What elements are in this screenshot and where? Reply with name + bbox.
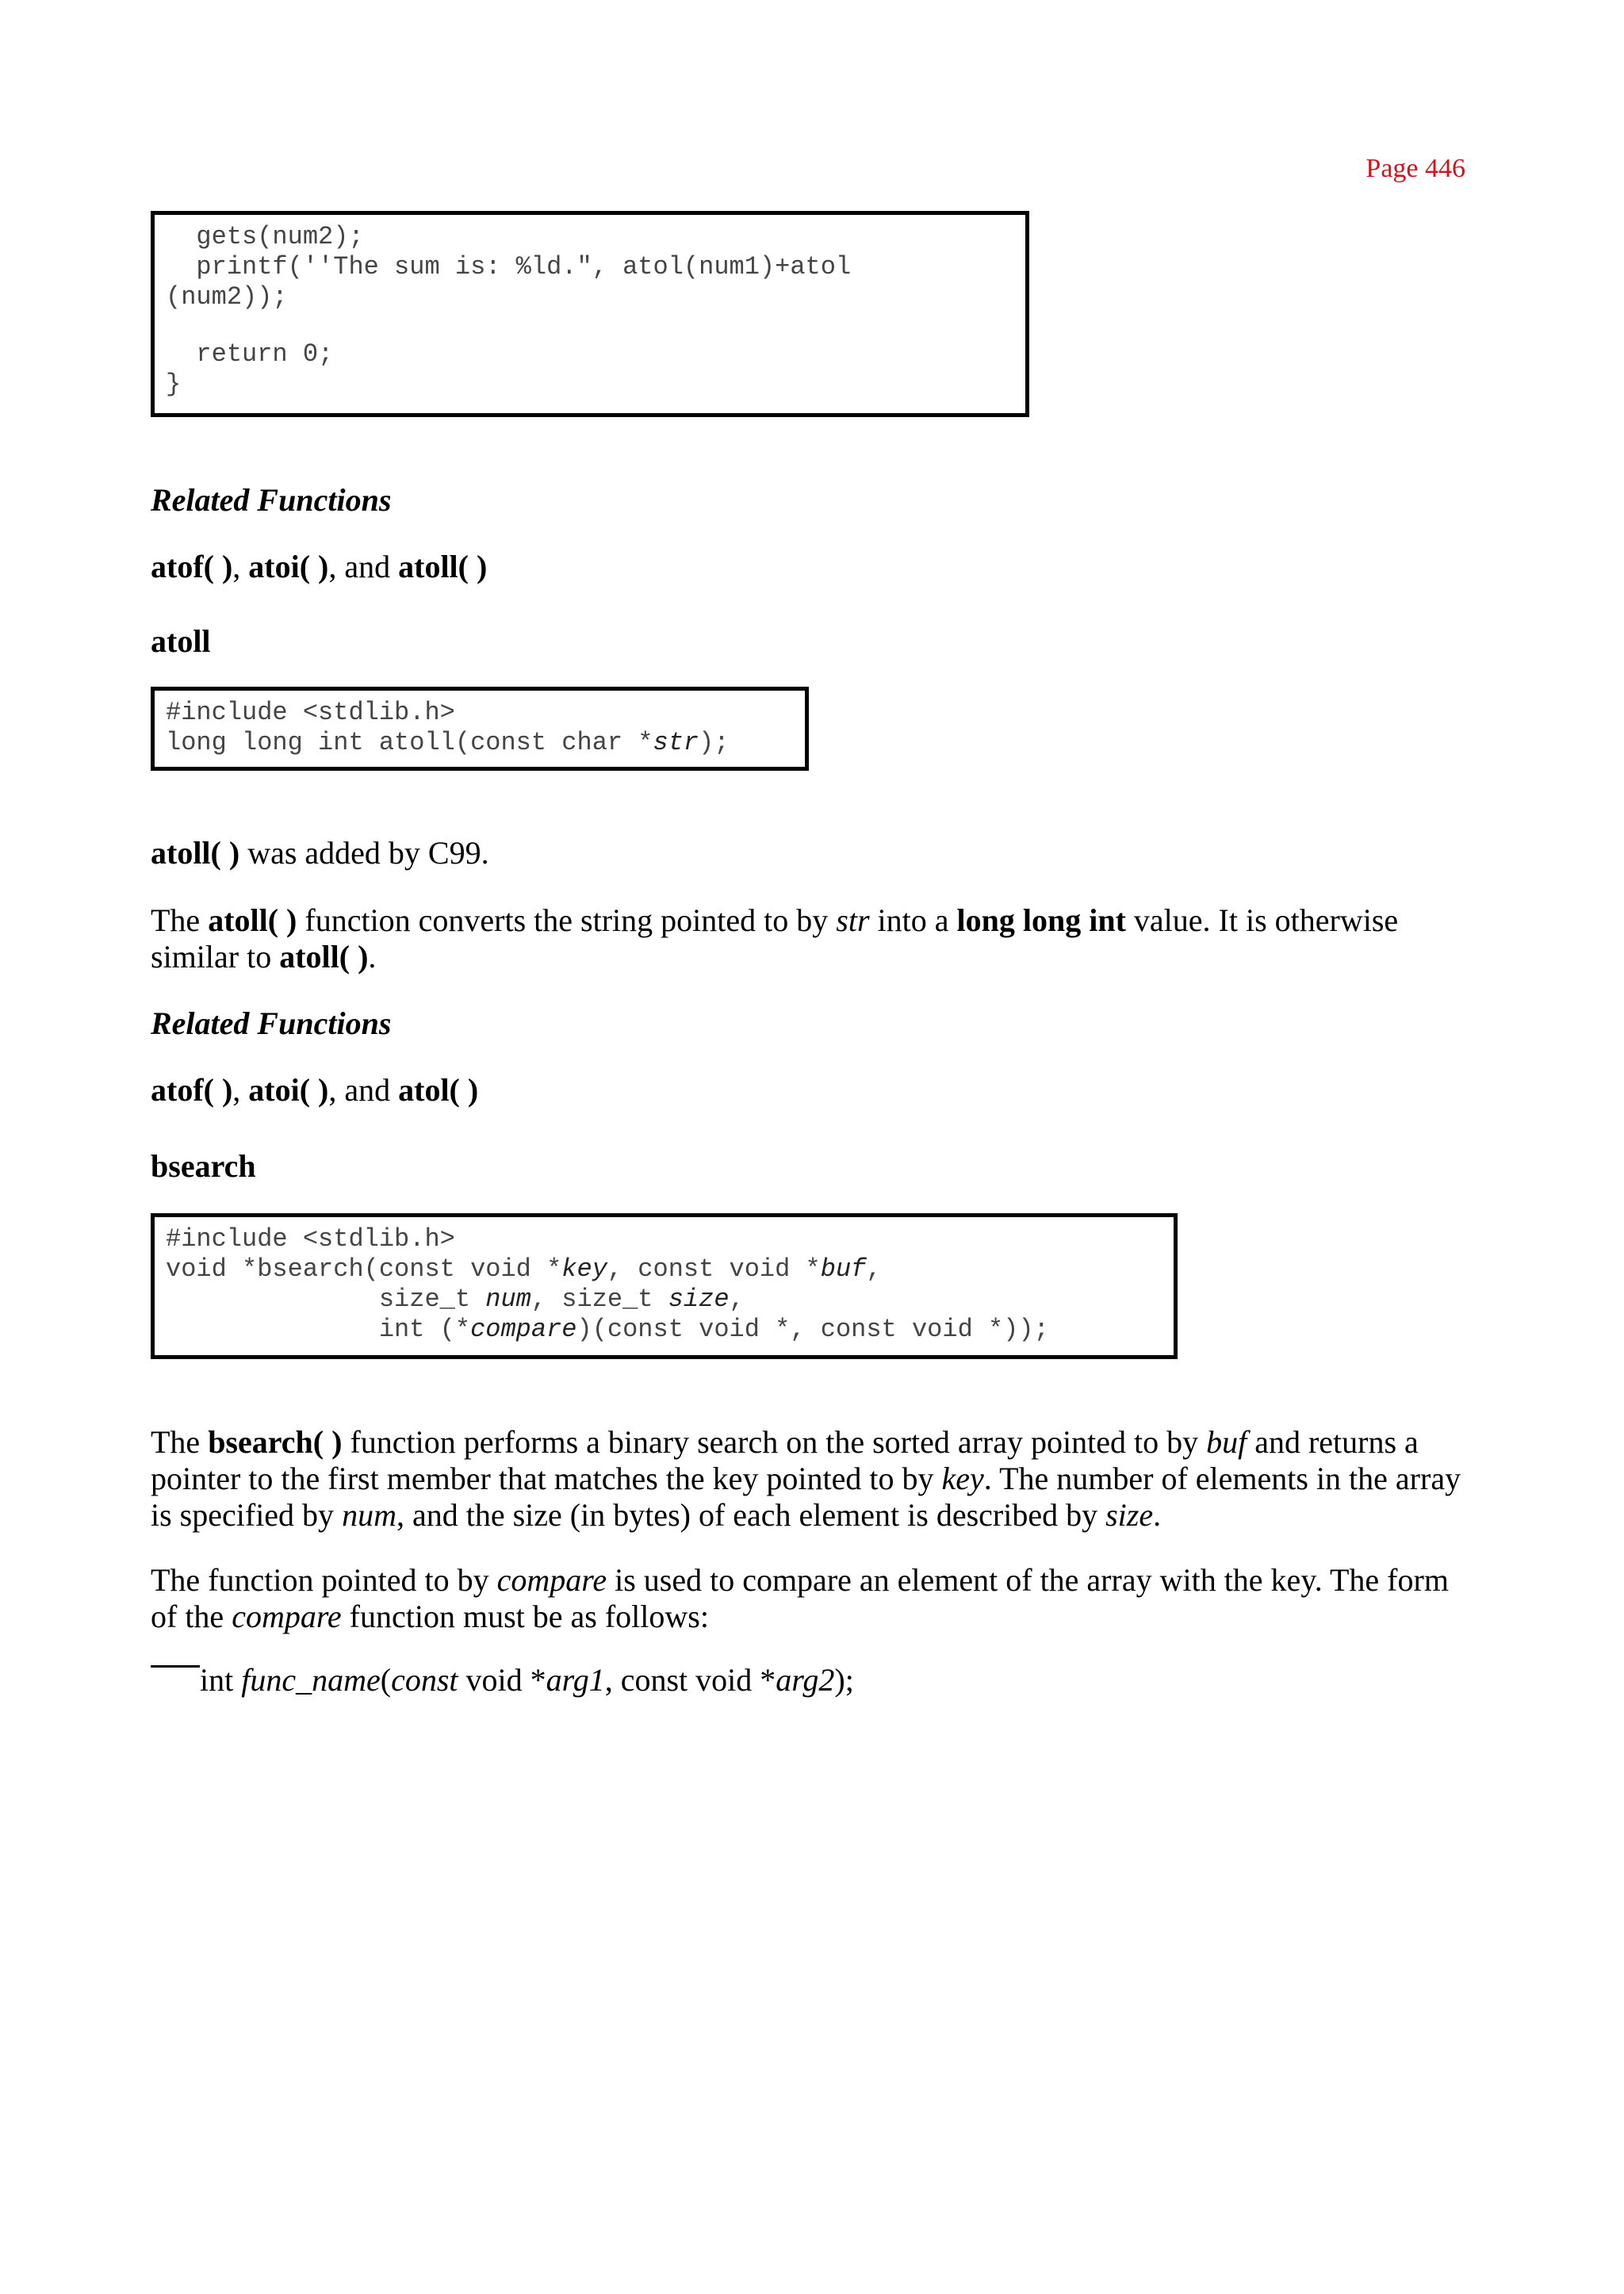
separator: , [232,1072,249,1108]
function-ref: atoi( ) [248,1072,329,1108]
text: is used to compare an element of the array with the key. The form of the [151,1562,1449,1634]
related-functions-heading: Related Functions [151,1005,392,1041]
compare-description [151,1562,1467,1635]
function-ref: atoll( ) [151,835,240,871]
function-ref: atoll( ) [279,939,369,975]
code-line: gets(num2); [166,222,364,251]
text: . [1153,1497,1162,1533]
code-line [166,1285,1174,1315]
param-ref: func_name [241,1662,381,1698]
code-block-atoll-prototype [151,687,809,771]
code-line: #include <stdlib.h> [166,698,455,727]
code-param: key [561,1254,607,1284]
text: . The number of elements in the array is specified by [151,1461,1461,1533]
text: ); [834,1662,854,1698]
code-param: size [668,1285,730,1314]
param-ref: key [941,1461,984,1496]
function-ref: atol( ) [398,1072,479,1108]
related-functions-list [151,1072,1467,1109]
atoll-description [151,902,1467,975]
param-ref: str [836,902,870,938]
code-line: return 0; [166,339,334,369]
text: function converts the string pointed to by [297,902,837,938]
text: and returns a pointer to the first member that matches the key pointed to by [151,1424,1419,1496]
text: The [151,902,209,938]
code-text: , [729,1285,745,1314]
code-param: buf [820,1254,867,1284]
code-param: str [653,728,699,757]
text: function must be as follows: [341,1599,709,1634]
text: , const void * [604,1662,776,1698]
code-line: } [166,370,182,399]
function-ref: atoll( ) [398,549,488,584]
page-number: Page 446 [1365,154,1465,183]
code-text: void *bsearch(const void * [166,1254,562,1284]
param-ref: compare [496,1562,607,1598]
code-block-sum-example [151,211,1029,417]
code-line: (num2)); [166,282,288,312]
text: into a [869,902,957,938]
code-block-bsearch-prototype [151,1213,1178,1359]
text: The function pointed to by [151,1562,497,1598]
code-text: , const void * [607,1254,821,1284]
separator: , [232,549,249,584]
code-text: )(const void *, const void *)); [576,1315,1049,1344]
code-line [166,728,805,758]
param-ref: compare [232,1599,342,1634]
code-line: printf(''The sum is: %ld.", atol(num1)+atol [166,252,852,281]
code-text: ); [699,728,730,757]
code-param: num [485,1285,531,1314]
param-ref: buf [1206,1424,1247,1460]
function-heading-bsearch: bsearch [151,1148,256,1184]
param-ref: arg2 [776,1662,835,1698]
text: void * [458,1662,546,1698]
code-line: #include <stdlib.h> [166,1224,455,1254]
function-ref: atof( ) [151,549,233,584]
code-line [166,1315,1174,1345]
param-ref: arg1 [546,1662,605,1698]
related-functions-heading: Related Functions [151,482,392,518]
text: . [368,939,377,975]
prototype-marker-rule [151,1665,200,1668]
related-functions-list [151,549,1467,585]
code-text: size_t [166,1285,486,1314]
function-ref: atof( ) [151,1072,233,1108]
function-ref: atoll( ) [208,902,297,938]
text: ( [380,1662,392,1698]
param-ref: num [342,1497,396,1533]
code-line [166,1254,1174,1285]
function-heading-atoll: atoll [151,623,211,659]
code-blank-line [166,312,1025,339]
separator: , and [328,549,399,584]
text: int [200,1662,242,1698]
separator: , and [328,1072,399,1108]
bsearch-description [151,1424,1467,1534]
atoll-added-note [151,835,1467,871]
type-ref: long long int [956,902,1126,938]
text: value. It is otherwise similar to [151,902,1399,975]
param-ref: size [1105,1497,1154,1533]
text: function performs a binary search on the sorted array pointed to by [342,1424,1207,1460]
text: was added by C99. [239,835,489,871]
code-text: , size_t [530,1285,668,1314]
compare-prototype [200,1662,1389,1698]
text: , and the size (in bytes) of each element is described by [396,1497,1106,1533]
param-ref: const [391,1662,458,1698]
code-text: , [866,1254,882,1284]
function-ref: atoi( ) [248,549,329,584]
code-text: int (* [166,1315,471,1344]
function-ref: bsearch( ) [208,1424,343,1460]
text: The [151,1424,209,1460]
code-param: compare [470,1315,577,1344]
code-text: long long int atoll(const char * [166,728,653,757]
